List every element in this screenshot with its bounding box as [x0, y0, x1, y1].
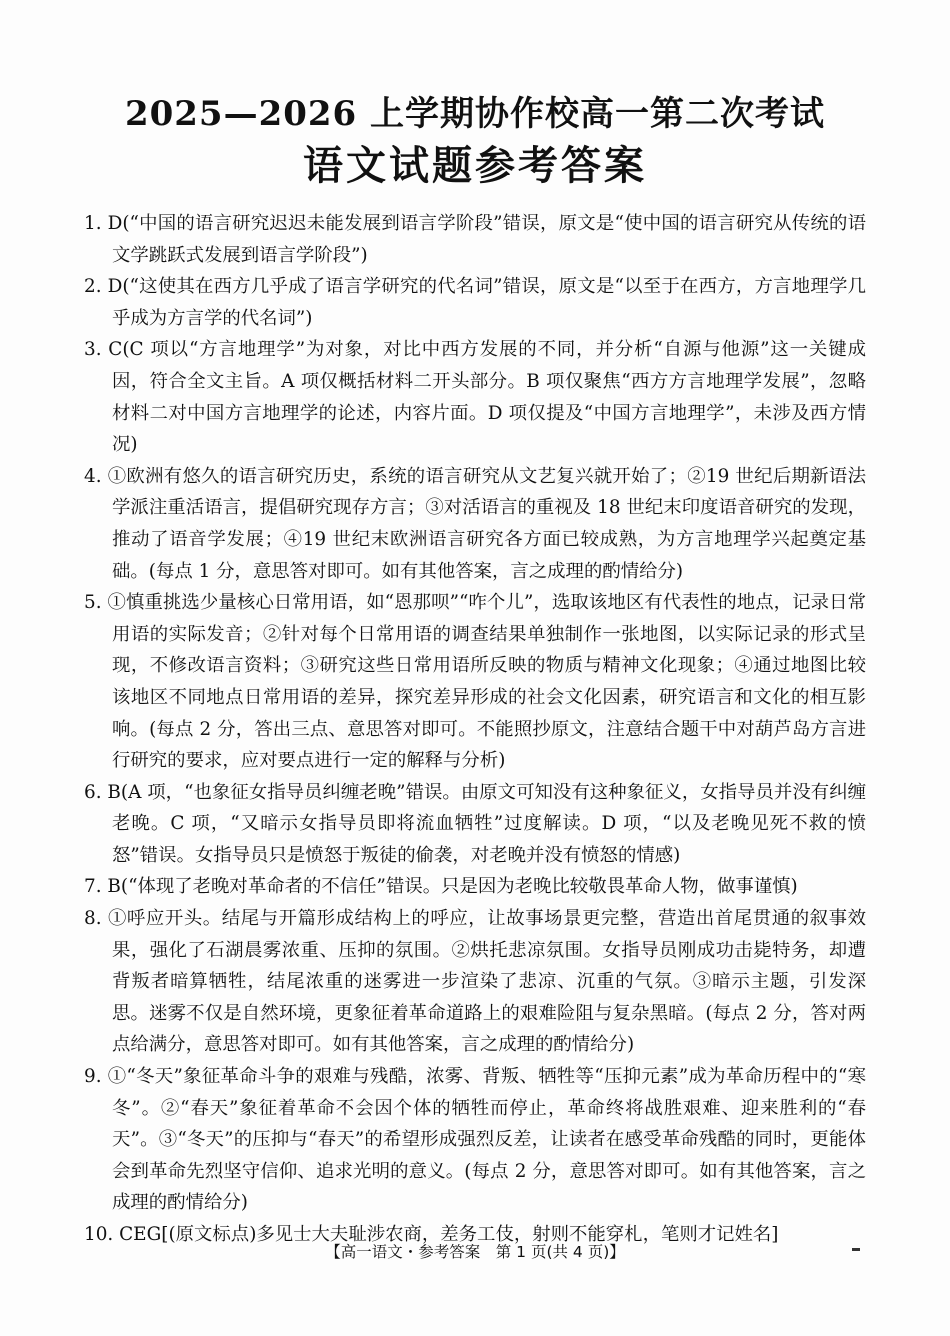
- answer-item-9: 9. ①“冬天”象征革命斗争的艰难与残酷，浓雾、背叛、牺牲等“压抑元素”成为革命历程中的“寒冬”。②“春天”象征着革命不会因个体的牺牲而停止，革命终将战胜艰难、迎来胜利的“春天”。③“冬天”的压抑与“春天”的希望形成强烈反差，让读者在感受革命残酷的同时，更能体会到革命先烈坚守信仰、追求光明的意义。(每点 2 分，意思答对即可。如有其他答案，言之成理的酌情给分): [84, 1066, 866, 1214]
- corner-mark: [852, 1248, 860, 1251]
- answer-list: [84, 208, 866, 1251]
- answer-item-1: 1. D(“中国的语言研究迟迟未能发展到语言学阶段”错误，原文是“使中国的语言研究从传统的语文学跳跃式发展到语言学阶段”): [84, 213, 866, 266]
- answer-item-8: 8. ①呼应开头。结尾与开篇形成结构上的呼应，让故事场景更完整，营造出首尾贯通的叙事效果，强化了石湖晨雾浓重、压抑的氛围。②烘托悲凉氛围。女指导员刚成功击毙特务，却遭背叛者暗算牺牲，结尾浓重的迷雾进一步渲染了悲凉、沉重的气氛。③暗示主题，引发深思。迷雾不仅是自然环境，更象征着革命道路上的艰难险阻与复杂黑暗。(每点 2 分，答对两点给满分，意思答对即可。如有其他答案，言之成理的酌情给分): [84, 908, 866, 1056]
- answer-item-10: 10. CEG[(原文标点)多见士大夫耻涉农商，差务工伎，射则不能穿札，笔则才记姓名]: [84, 1224, 779, 1245]
- page-footer: 【高一语文・参考答案 第 1 页(共 4 页)】: [325, 1243, 625, 1261]
- answer-item-3: 3. C(C 项以“方言地理学”为对象，对比中西方发展的不同，并分析“自源与他源”这一关键成因，符合全文主旨。A 项仅概括材料二开头部分。B 项仅聚焦“西方方言地理学发展”，忽略材料二对中国方言地理学的论述，内容片面。D 项仅提及“中国方言地理学”，未涉及西方情况): [84, 339, 866, 456]
- answer-item-2: 2. D(“这使其在西方几乎成了语言学研究的代名词”错误，原文是“以至于在西方，方言地理学几乎成为方言学的代名词”): [84, 276, 866, 329]
- exam-title: 2025—2026 上学期协作校高一第二次考试: [124, 94, 826, 134]
- answer-item-5: 5. ①慎重挑选少量核心日常用语，如“恩那呗”“咋个儿”，选取该地区有代表性的地点，记录日常用语的实际发音；②针对每个日常用语的调查结果单独制作一张地图，以实际记录的形式呈现，不修改语言资料；③研究这些日常用语所反映的物质与精神文化现象；④通过地图比较该地区不同地点日常用语的差异，探究差异形成的社会文化因素，研究语言和文化的相互影响。(每点 2 分，答出三点、意思答对即可。不能照抄原文，注意结合题干中对葫芦岛方言进行研究的要求，应对要点进行一定的解释与分析): [84, 592, 866, 772]
- answer-item-6: 6. B(A 项，“也象征女指导员纠缠老晚”错误。由原文可知没有这种象征义，女指导员并没有纠缠老晚。C 项，“又暗示女指导员即将流血牺牲”过度解读。D 项，“以及老晚见死不救的愤怒”错误。女指导员只是愤怒于叛徒的偷袭，对老晚并没有愤怒的情感): [84, 781, 866, 866]
- answer-item-4: 4. ①欧洲有悠久的语言研究历史，系统的语言研究从文艺复兴就开始了；②19 世纪后期新语法学派注重活语言，提倡研究现存方言；③对活语言的重视及 18 世纪末印度语音研究的发现，推动了语音学发展；④19 世纪末欧洲语言研究各方面已较成熟，为方言地理学兴起奠定基础。(每点 1 分，意思答对即可。如有其他答案，言之成理的酌情给分): [84, 465, 866, 582]
- document-title: 语文试题参考答案: [303, 142, 647, 189]
- answer-item-7: 7. B(“体现了老晚对革命者的不信任”错误。只是因为老晚比较敬畏革命人物，做事谨慎): [84, 876, 798, 898]
